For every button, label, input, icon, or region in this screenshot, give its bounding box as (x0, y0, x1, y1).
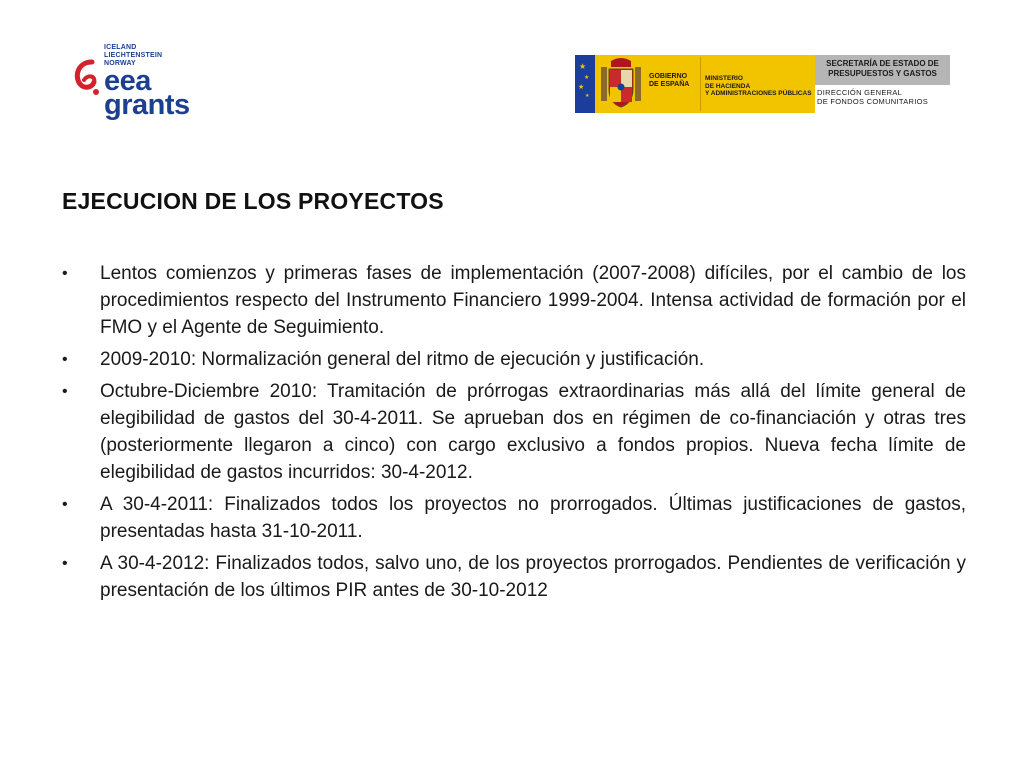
slide-title: EJECUCION DE LOS PROYECTOS (62, 188, 444, 214)
bullet-marker: • (62, 383, 68, 400)
ministerio-text (705, 75, 812, 98)
bullet-text: 2009-2010: Normalización general del ritmo de ejecución y justificación. (100, 349, 705, 370)
secretaria-box (815, 55, 950, 85)
bullet-text: A 30-4-2011: Finalizados todos los proyectos no prorrogados. Últimas justificaciones de gastos, presentadas hasta 31-10-2011. (100, 494, 966, 542)
direccion-line: DIRECCIÓN GENERAL (817, 88, 903, 97)
bullet-item (62, 346, 966, 373)
grants-word: grants (104, 89, 190, 121)
eea-country: NORWAY (104, 60, 136, 67)
bullet-marker: • (62, 265, 68, 282)
bullet-marker: • (62, 496, 68, 513)
eea-grants-logo (72, 44, 202, 124)
direccion-line: DE FONDOS COMUNITARIOS (817, 97, 929, 106)
svg-text:★: ★ (585, 93, 590, 99)
secretaria-line: SECRETARÍA DE ESTADO DE (826, 59, 939, 68)
ministerio-line: Y ADMINISTRACIONES PÚBLICAS (705, 90, 812, 97)
eu-stars-icon (575, 55, 595, 113)
gov-divider (700, 57, 701, 111)
eea-country: LIECHTENSTEIN (104, 52, 163, 59)
coat-of-arms-icon (597, 57, 645, 111)
eea-swirl-icon (72, 52, 102, 112)
gobierno-espana-logo (575, 55, 950, 115)
direccion-general-text (815, 88, 952, 106)
bullet-item (62, 260, 966, 341)
bullet-marker: • (62, 351, 68, 368)
bullet-list (62, 260, 966, 609)
bullet-marker: • (62, 555, 68, 572)
gov-line: DE ESPAÑA (649, 81, 690, 88)
gobierno-de-espana-text (649, 73, 689, 89)
eea-word: eea (104, 65, 151, 97)
eea-country: ICELAND (104, 44, 137, 51)
bullet-text: A 30-4-2012: Finalizados todos, salvo uno, de los proyectos prorrogados. Pendientes de verificación y presentación de los últimos PIR antes de 30-10-2012 (100, 553, 966, 601)
bullet-item (62, 550, 966, 604)
bullet-item (62, 378, 966, 486)
svg-text:★: ★ (578, 84, 585, 91)
svg-text:★: ★ (579, 62, 587, 71)
secretaria-line: PRESUPUESTOS Y GASTOS (828, 69, 937, 78)
svg-text:★: ★ (584, 75, 590, 81)
ministerio-line: MINISTERIO (705, 75, 743, 82)
bullet-item (62, 491, 966, 545)
bullet-text: Lentos comienzos y primeras fases de implementación (2007-2008) difíciles, por el cambio de los procedimientos respecto del Instrumento Financiero 1999-2004. Intensa actividad de formación por el FMO y el Agente de Seguimiento. (100, 263, 966, 338)
bullet-text: Octubre-Diciembre 2010: Tramitación de prórrogas extraordinarias más allá del límite general de elegibilidad de gastos del 30-4-2011. Se aprueban dos en régimen de co-financiación y otras tres (posteriormente llegaron a cinco) con cargo exclusivo a fondos propios. Nueva fecha límite de elegibilidad de gastos incurridos: 30-4-2012. (100, 381, 966, 483)
ministerio-line: DE HACIENDA (705, 82, 751, 90)
gov-line: GOBIERNO (649, 73, 688, 80)
eu-flag-strip (575, 55, 595, 113)
